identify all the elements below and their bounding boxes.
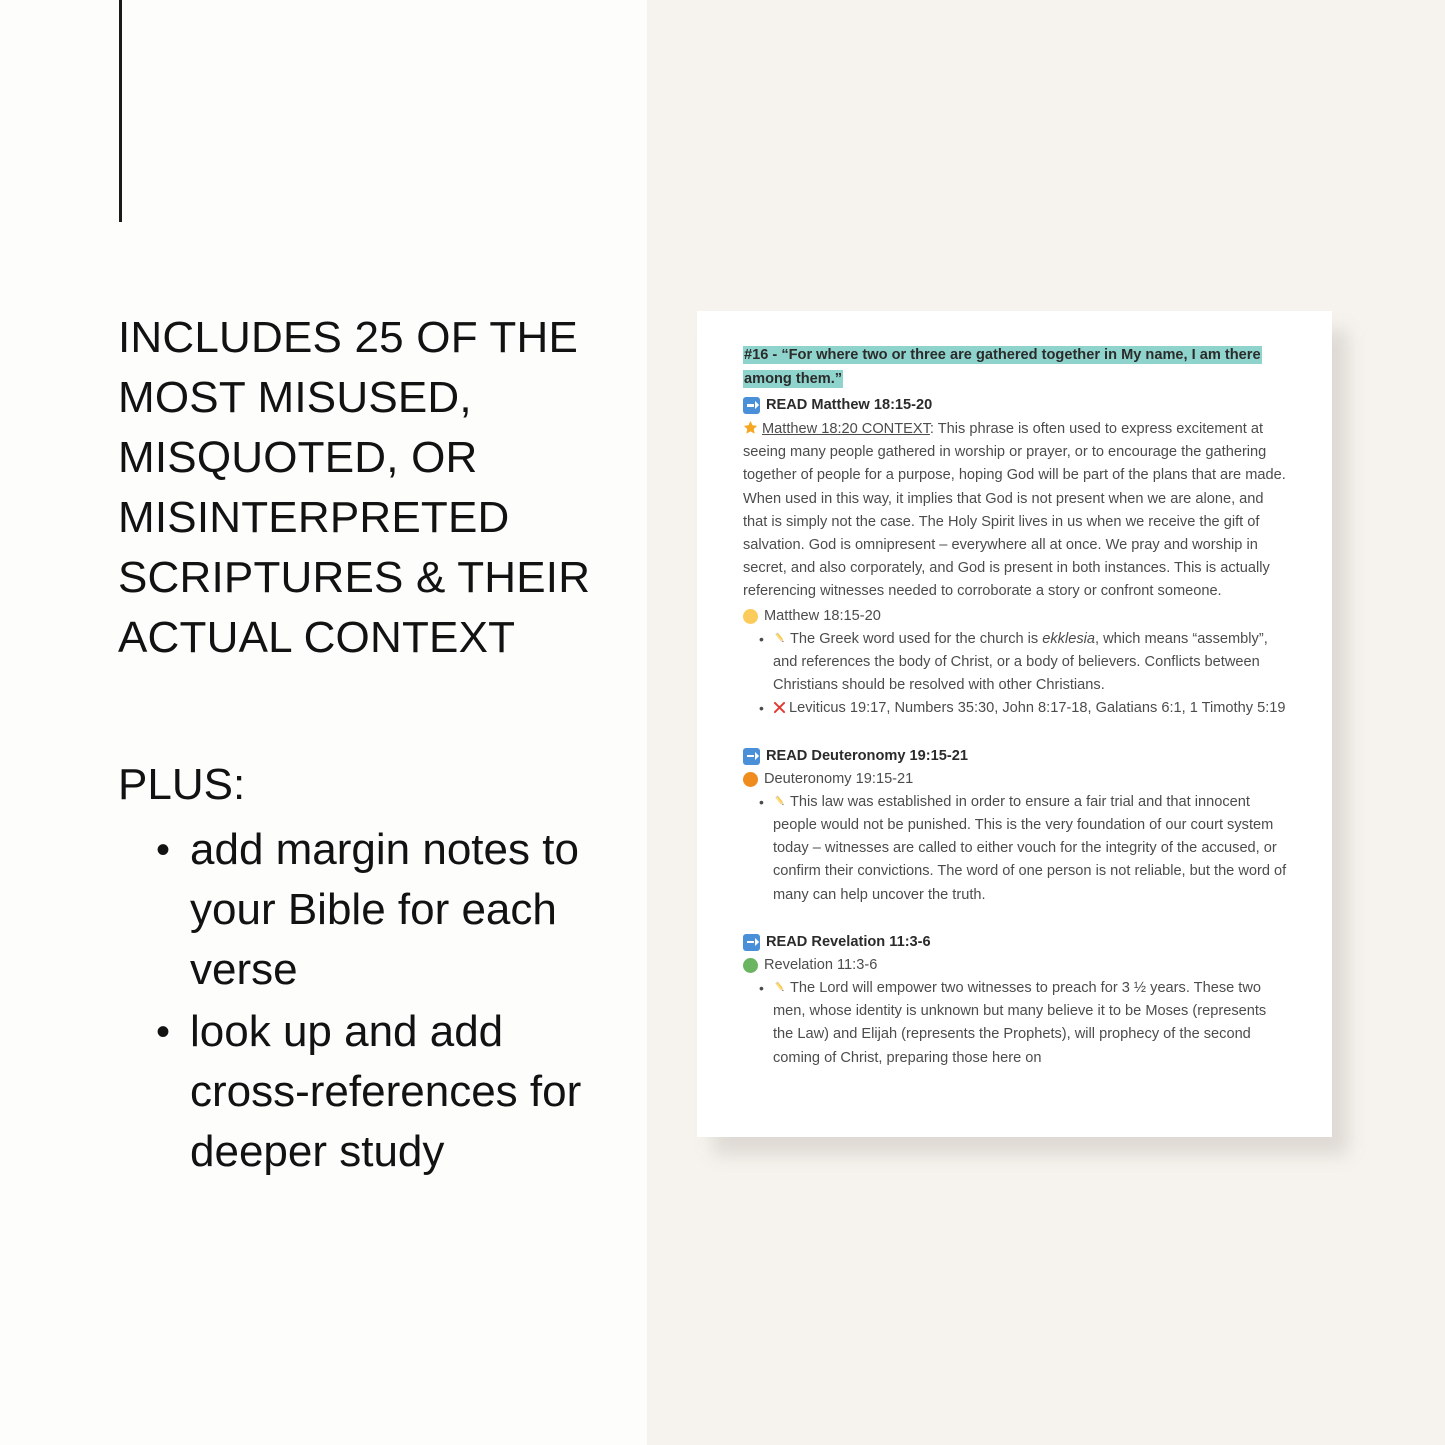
green-dot-icon xyxy=(743,958,758,973)
note-text-before: The Greek word used for the church is xyxy=(790,630,1043,647)
read-heading-deuteronomy xyxy=(743,745,1287,767)
reference-row-deuteronomy xyxy=(743,768,1287,791)
decorative-vertical-rule xyxy=(119,0,122,222)
arrow-right-icon xyxy=(743,934,760,951)
list-item xyxy=(773,977,1287,1070)
reference-label: Deuteronomy 19:15-21 xyxy=(764,770,914,787)
list-item: • add margin notes to your Bible for each verse xyxy=(190,820,618,1000)
context-paragraph xyxy=(743,418,1287,604)
note-list-matthew xyxy=(743,628,1287,721)
context-reference: Matthew 18:20 CONTEXT xyxy=(762,421,930,437)
read-heading-matthew xyxy=(743,394,1287,416)
verse-title-row xyxy=(743,344,1287,391)
arrow-right-icon xyxy=(743,748,760,765)
page-title: INCLUDES 25 OF THE MOST MISUSED, MISQUOTED, OR MISINTERPRETED SCRIPTURES & THEIR ACTUAL CONTEXT xyxy=(118,313,591,662)
list-item: • look up and add cross-references for deeper study xyxy=(190,1002,618,1182)
note-list-revelation xyxy=(743,977,1287,1070)
orange-dot-icon xyxy=(743,772,758,787)
note-text-after: , which means “assembly”, and references the body of Christ, or a body of believers. Conflicts between Christians should be resolved with other Christians. xyxy=(773,630,1268,694)
pencil-icon xyxy=(773,631,787,645)
list-item xyxy=(773,791,1287,907)
reference-label: Revelation 11:3-6 xyxy=(764,956,878,973)
list-item xyxy=(773,697,1287,720)
pencil-icon xyxy=(773,794,787,808)
x-icon xyxy=(773,701,786,714)
verse-title-highlight: #16 - “For where two or three are gathered together in My name, I am there among them.” xyxy=(744,347,1261,387)
reference-label: Matthew 18:15-20 xyxy=(764,607,881,624)
star-icon xyxy=(743,420,758,435)
note-text-before: The Lord will empower two witnesses to preach for 3 ½ years. These two men, whose identity is unknown but many believe it to be Moses (represents the Law) and Elijah (represents the Prophets), will prophecy of the second coming of Christ, preparing those here on xyxy=(773,980,1267,1066)
note-italic: ekklesia xyxy=(1042,630,1095,647)
note-text-before: This law was established in order to ensure a fair trial and that innocent people would not be punished. This is the very foundation of our court system today – witnesses are called to either vouch for the integrity of the accused, or confirm their convictions. The word of one person is not reliable, but the word of many can help uncover the truth. xyxy=(773,793,1287,903)
note-text-before: Leviticus 19:17, Numbers 35:30, John 8:17-18, Galatians 6:1, 1 Timothy 5:19 xyxy=(789,700,1286,717)
context-text: : This phrase is often used to express excitement at seeing many people gathered in worship or prayer, or to encourage the gathering together of people for a purpose, hoping God will be part of the plans that are made. When used in this way, it implies that God is not present when we are alone, and that is simply not the case. The Holy Spirit lives in us when we receive the gift of salvation. God is omnipresent – everywhere all at once. We pray and worship in secret, and also corporately, and God is present in both instances. This is actually referencing witnesses needed to corroborate a story or confront someone. xyxy=(743,421,1286,600)
note-list-deuteronomy xyxy=(743,791,1287,907)
read-heading-revelation xyxy=(743,931,1287,953)
list-item xyxy=(773,628,1287,698)
read-label: READ Revelation 11:3-6 xyxy=(766,933,931,950)
plus-label: PLUS: xyxy=(118,760,246,809)
document-content xyxy=(743,344,1287,1070)
reference-row-revelation xyxy=(743,954,1287,977)
pencil-icon xyxy=(773,980,787,994)
reference-row-matthew xyxy=(743,605,1287,628)
plus-feature-list xyxy=(118,820,618,1182)
arrow-right-icon xyxy=(743,397,760,414)
left-content-column xyxy=(118,308,618,1184)
yellow-dot-icon xyxy=(743,609,758,624)
read-label: READ Matthew 18:15-20 xyxy=(766,397,933,413)
read-label: READ Deuteronomy 19:15-21 xyxy=(766,747,968,764)
document-preview-card xyxy=(697,311,1332,1137)
